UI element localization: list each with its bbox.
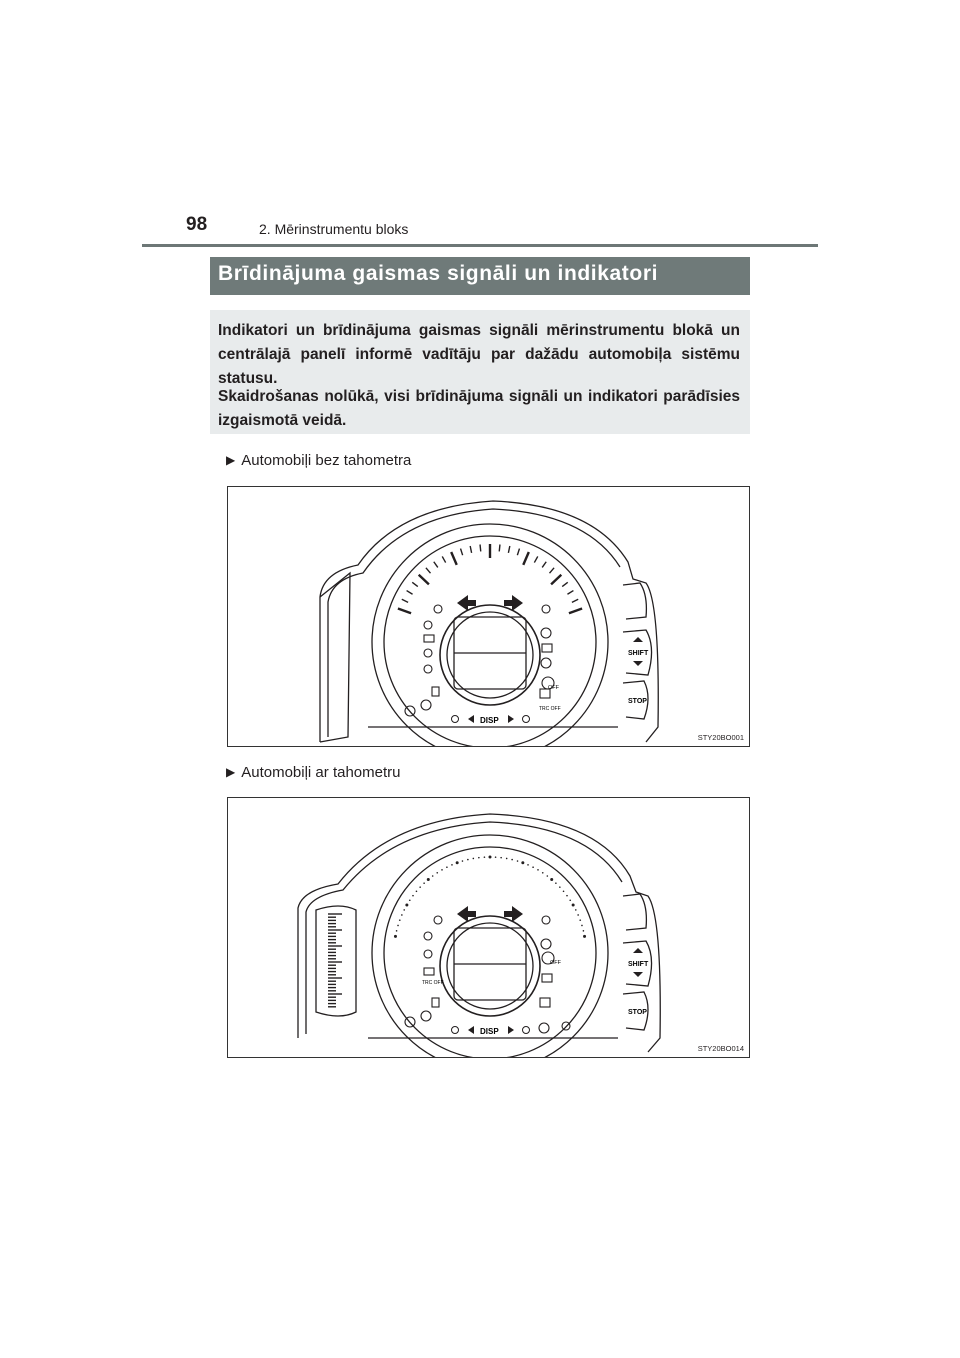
- speed-dot: [446, 866, 448, 868]
- trc-off-label: TRC OFF: [422, 980, 444, 986]
- instrument-cluster-illustration-1: [228, 487, 749, 746]
- speed-tick: [419, 575, 429, 585]
- speed-dot: [495, 856, 497, 858]
- speed-dot: [478, 857, 480, 859]
- speed-dot: [572, 904, 575, 907]
- speed-dot: [547, 875, 549, 877]
- variant-caption-1: [226, 452, 411, 469]
- speed-dot: [456, 861, 459, 864]
- speed-dot: [527, 864, 529, 866]
- speed-dot: [550, 878, 553, 881]
- stop-label: STOP: [628, 1009, 647, 1016]
- speed-tick: [398, 608, 411, 613]
- speed-dot: [432, 875, 434, 877]
- speed-tick: [542, 562, 546, 568]
- speed-dot: [583, 930, 585, 932]
- speed-dot: [423, 882, 425, 884]
- speed-dot: [577, 914, 579, 916]
- speed-tick: [551, 575, 561, 585]
- a-off-label: OFF: [550, 960, 561, 966]
- stop-label: STOP: [628, 698, 647, 705]
- triangle-bullet-icon: ▶: [226, 765, 236, 779]
- speed-tick: [470, 546, 471, 553]
- speed-dot: [500, 857, 502, 859]
- speed-dot: [401, 914, 403, 916]
- speed-dot: [484, 856, 486, 858]
- section-title-bar: [210, 257, 750, 295]
- shift-label: SHIFT: [628, 961, 649, 968]
- variant-caption-text: Automobiļi ar tahometru: [241, 764, 401, 781]
- speed-dot: [394, 935, 397, 938]
- speed-dot: [566, 895, 568, 897]
- speed-tick: [442, 556, 445, 562]
- intro-paragraph-1: Indikatori un brīdinājuma gaismas signāli mērinstrumentu blokā un centrālajā panelī informē vadītāju par dažādu automobiļa sistēmu statusu.: [218, 322, 740, 387]
- variant-caption-2: [226, 764, 400, 781]
- speed-dot: [583, 935, 586, 938]
- speed-tick: [426, 568, 431, 573]
- speed-tick: [407, 591, 413, 595]
- disp-label: DISP: [480, 716, 499, 725]
- speed-dot: [555, 882, 557, 884]
- intro-paragraph-2: Skaidrošanas nolūkā, visi brīdinājuma signāli un indikatori parādīsies izgaismotā veidā.: [218, 388, 740, 429]
- speed-dot: [451, 864, 453, 866]
- instrument-cluster-illustration-2: [228, 798, 749, 1057]
- speed-dot: [511, 859, 513, 861]
- speed-tick: [412, 582, 418, 586]
- speed-dot: [563, 890, 565, 892]
- variant-caption-text: Automobiļi bez tahometra: [241, 452, 412, 469]
- speed-tick: [572, 599, 578, 602]
- disp-label: DISP: [480, 1027, 499, 1036]
- a-off-label: OFF: [548, 685, 559, 691]
- speed-dot: [489, 856, 492, 859]
- speed-dot: [405, 904, 408, 907]
- speed-dot: [581, 925, 583, 927]
- header-rule: [142, 244, 818, 247]
- speed-dot: [532, 866, 534, 868]
- speed-dot: [416, 890, 418, 892]
- shift-label: SHIFT: [628, 650, 649, 657]
- speed-tick: [517, 549, 519, 556]
- speed-tick: [402, 599, 408, 602]
- speed-tick: [569, 608, 582, 613]
- figure-code: STY20BO001: [697, 733, 744, 742]
- figure-cluster-with-tachometer: [227, 797, 750, 1058]
- speed-tick: [480, 545, 481, 552]
- speed-dot: [441, 869, 443, 871]
- speed-tick: [461, 549, 463, 556]
- section-title: Brīdinājuma gaismas signāli un indikatori: [218, 262, 659, 285]
- speed-tick: [567, 591, 573, 595]
- speed-dot: [427, 878, 430, 881]
- figure-code: STY20BO014: [697, 1044, 744, 1053]
- speed-tick: [550, 568, 555, 573]
- speed-tick: [451, 552, 457, 565]
- speed-dot: [579, 919, 581, 921]
- speed-dot: [403, 909, 405, 911]
- speed-dot: [542, 872, 544, 874]
- speed-dot: [506, 858, 508, 860]
- speed-dot: [521, 861, 524, 864]
- speed-dot: [569, 899, 571, 901]
- speed-tick: [508, 546, 509, 553]
- intro-box: [210, 310, 750, 434]
- speed-tick: [562, 582, 568, 586]
- speed-dot: [419, 886, 421, 888]
- figure-cluster-no-tachometer: [227, 486, 750, 747]
- speed-dot: [462, 860, 464, 862]
- speed-tick: [499, 545, 500, 552]
- speed-dot: [399, 919, 401, 921]
- speed-tick: [434, 562, 438, 568]
- speed-dot: [396, 930, 398, 932]
- speed-dot: [397, 925, 399, 927]
- speed-dot: [412, 895, 414, 897]
- speed-dot: [517, 860, 519, 862]
- speed-tick: [534, 556, 537, 562]
- page-number: 98: [186, 214, 208, 235]
- speed-dot: [537, 869, 539, 871]
- speed-dot: [409, 899, 411, 901]
- chapter-title: 2. Mērinstrumentu bloks: [259, 221, 409, 237]
- speed-dot: [436, 872, 438, 874]
- triangle-bullet-icon: ▶: [226, 453, 236, 467]
- speed-tick: [523, 552, 529, 565]
- trc-off-label: TRC OFF: [539, 706, 561, 712]
- speed-dot: [473, 858, 475, 860]
- speed-dot: [559, 886, 561, 888]
- speed-dot: [467, 859, 469, 861]
- speed-dot: [575, 909, 577, 911]
